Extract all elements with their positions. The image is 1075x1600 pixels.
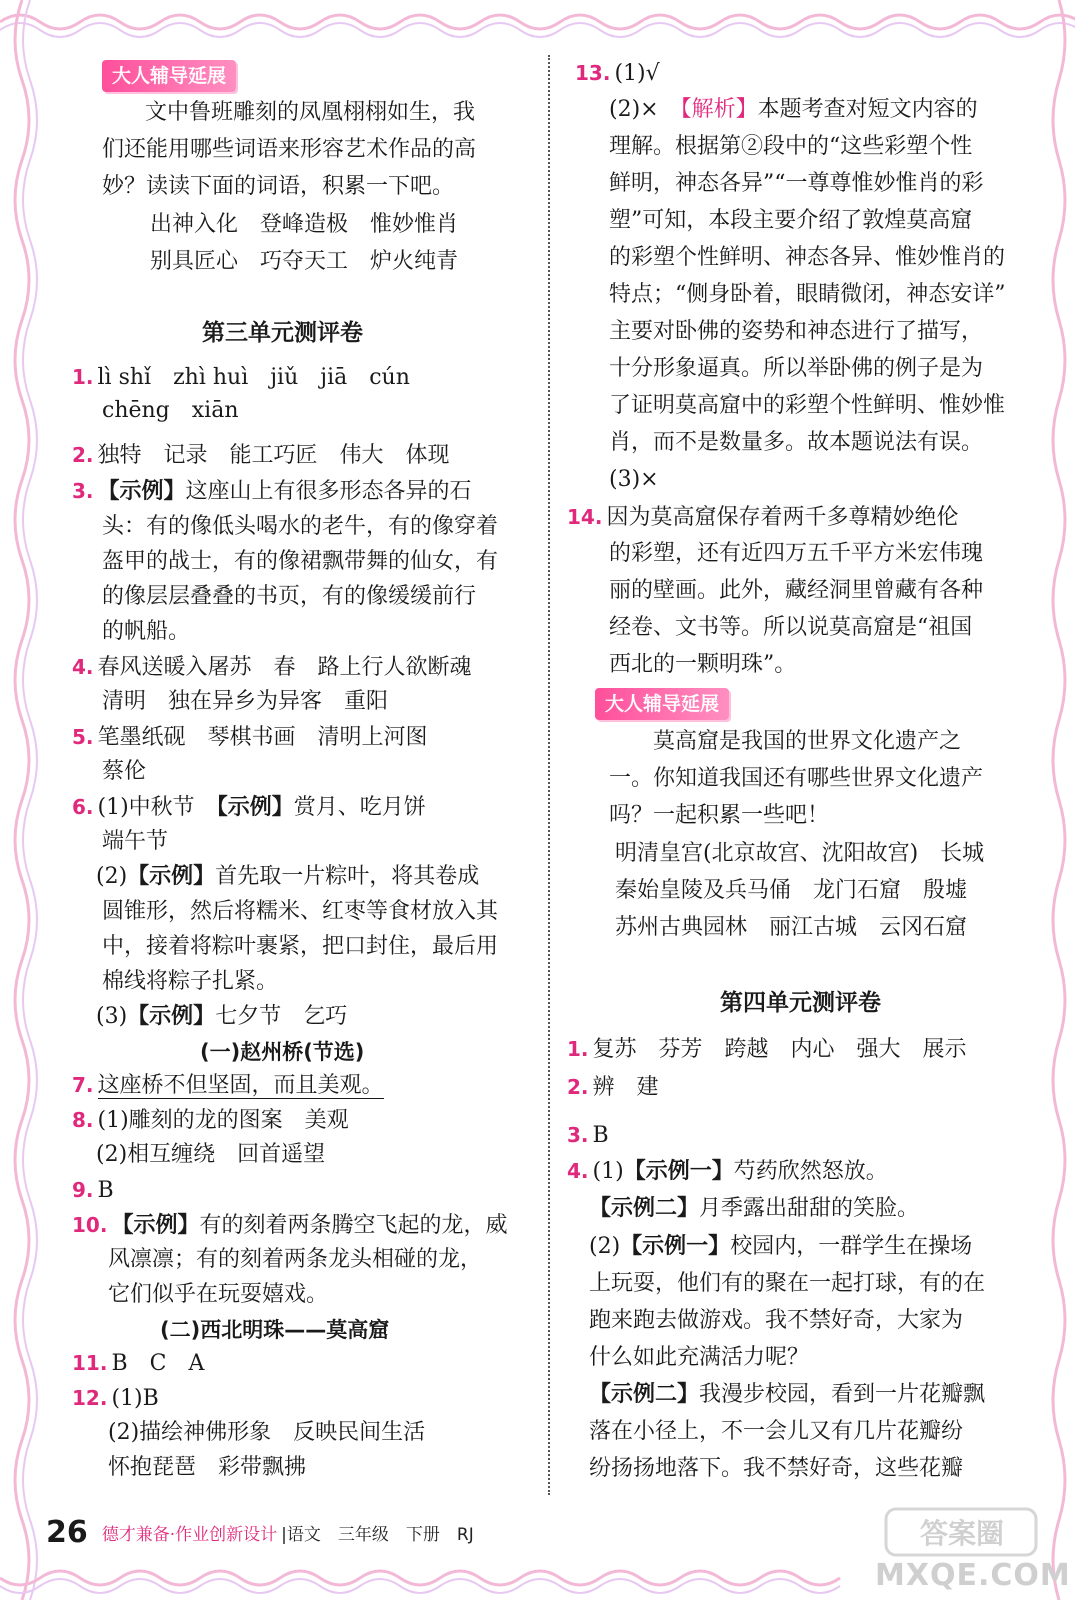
q2-line bbox=[72, 440, 450, 471]
q13-part1: (1)√ bbox=[614, 61, 660, 86]
u4q4-example2b-line bbox=[589, 1380, 985, 1410]
passage1-title: (一)赵州桥(节选) bbox=[200, 1040, 365, 1064]
u4q1-line bbox=[567, 1034, 967, 1065]
q6-part2-line bbox=[96, 862, 479, 892]
q6-text-line: 端午节 bbox=[102, 829, 169, 854]
q4-number: 4. bbox=[72, 655, 94, 679]
watermark-site-text: MXQE.COM bbox=[875, 1558, 1071, 1593]
q14-text-line: 西北的一颗明珠”。 bbox=[609, 652, 797, 677]
q10-text: 有的刻着两条腾空飞起的龙，威 bbox=[199, 1213, 508, 1238]
q10-number: 10. bbox=[72, 1213, 108, 1237]
q9-line bbox=[72, 1175, 114, 1206]
u4q4-text-line: 落在小径上，不一会儿又有几片花瓣纷 bbox=[589, 1419, 964, 1444]
right-border-decoration bbox=[1047, 0, 1075, 1600]
q6-text-line: 圆锥形，然后将糯米、红枣等食材放入其 bbox=[102, 899, 499, 924]
ext-text-line: 一。你知道我国还有哪些世界文化遗产 bbox=[609, 766, 984, 791]
u4q4-text-line: 纷扬扬地落下。我不禁好奇，这些花瓣 bbox=[589, 1456, 964, 1481]
q1-pinyin-line2: chēng xiān bbox=[102, 398, 239, 423]
u4q2-line bbox=[567, 1072, 659, 1103]
u4q2-number: 2. bbox=[567, 1075, 589, 1099]
q13-text-line: 的彩塑个性鲜明、神态各异、惟妙惟肖的 bbox=[609, 245, 1006, 270]
q3-text: 这座山上有很多形态各异的石 bbox=[185, 479, 472, 504]
analysis-tag: 【解析】 bbox=[680, 97, 758, 122]
q13-line bbox=[575, 58, 660, 89]
u4q4-part2-answer: 校园内，一群学生在操场 bbox=[730, 1234, 973, 1259]
q6-part3: (3) bbox=[96, 1004, 128, 1029]
u4q3-answer: B bbox=[592, 1123, 609, 1148]
q13-text-line: 鲜明，神态各异”“一尊尊惟妙惟肖的彩 bbox=[609, 171, 984, 196]
adult-guidance-badge: 大人辅导延展 bbox=[102, 60, 236, 92]
q3-number: 3. bbox=[72, 479, 94, 503]
q3-text-line: 盔甲的战士，有的像裙飘带舞的仙女，有 bbox=[102, 549, 499, 574]
q8-line bbox=[72, 1105, 349, 1136]
q9-number: 9. bbox=[72, 1178, 94, 1202]
q13-text-line: 特点；“侧身卧着，眼睛微闭，神态安详” bbox=[609, 282, 1006, 307]
q4-text-line: 清明 独在异乡为异客 重阳 bbox=[102, 689, 389, 714]
page-footer bbox=[46, 1512, 474, 1552]
q1-number: 1. bbox=[72, 365, 94, 389]
q5-text-line: 蔡伦 bbox=[102, 759, 147, 784]
q7-number: 7. bbox=[72, 1073, 94, 1097]
q6-part3-answer: 七夕节 乞巧 bbox=[215, 1004, 348, 1029]
u4q4-number: 4. bbox=[567, 1159, 589, 1183]
watermark-top-text: 答案圈 bbox=[919, 1517, 1005, 1550]
heritage-row: 苏州古典园林 丽江古城 云冈石窟 bbox=[615, 915, 968, 940]
q10-line bbox=[72, 1210, 507, 1241]
q14-number: 14. bbox=[567, 505, 603, 529]
q13-text-line: 主要对卧佛的姿势和神态进行了描写， bbox=[609, 319, 984, 344]
q8-text-line: (2)相互缠绕 回首遥望 bbox=[96, 1142, 326, 1167]
passage2-title: (二)西北明珠——莫高窟 bbox=[160, 1318, 390, 1342]
u4q1-number: 1. bbox=[567, 1037, 589, 1061]
q13-part2-line bbox=[609, 95, 978, 125]
q12-text-line: (2)描绘神佛形象 反映民间生活 bbox=[108, 1420, 426, 1445]
q7-answer: 这座桥不但坚固，而且美观。 bbox=[97, 1073, 384, 1098]
u4q3-line bbox=[567, 1120, 609, 1151]
q12-line bbox=[72, 1383, 159, 1414]
example-tag: 【示例】 bbox=[97, 479, 186, 504]
u4q1-answer: 复苏 芬芳 跨越 内心 强大 展示 bbox=[592, 1037, 967, 1062]
adult-guidance-badge: 大人辅导延展 bbox=[595, 688, 729, 720]
q4-line bbox=[72, 652, 472, 683]
ext-text-line: 妙？读读下面的词语，积累一下吧。 bbox=[102, 174, 455, 199]
q9-answer: B bbox=[97, 1178, 114, 1203]
unit4-title: 第四单元测评卷 bbox=[720, 990, 881, 1016]
q12-text-line: 怀抱琵琶 彩带飘拂 bbox=[108, 1455, 307, 1480]
example-tag: 【示例】 bbox=[127, 1004, 216, 1029]
q3-text-line: 的像层层叠叠的书页，有的像缓缓前行 bbox=[102, 584, 477, 609]
q6-part2-answer: 首先取一片粽叶，将其卷成 bbox=[215, 864, 480, 889]
q4-text: 春风送暖入屠苏 春 路上行人欲断魂 bbox=[97, 655, 472, 680]
u4q4-text-line: 跑来跑去做游戏。我不禁好奇，大家为 bbox=[589, 1308, 964, 1333]
q5-line bbox=[72, 722, 428, 753]
example-tag: 【示例】 bbox=[127, 864, 216, 889]
unit3-title: 第三单元测评卷 bbox=[202, 320, 363, 346]
u4q2-answer: 辨 建 bbox=[592, 1075, 659, 1100]
q6-text-line: 中，接着将粽叶裹紧，把口封住，最后用 bbox=[102, 934, 499, 959]
q6-part1: (1)中秋节 bbox=[97, 795, 217, 820]
idiom-row: 别具匠心 巧夺天工 炉火纯青 bbox=[150, 249, 459, 274]
q14-text-line: 经卷、文书等。所以说莫高窟是“祖国 bbox=[609, 615, 973, 640]
q6-line bbox=[72, 792, 426, 823]
q6-part1-answer: 赏月、吃月饼 bbox=[293, 795, 426, 820]
q13-text-line: 十分形象逼真。所以举卧佛的例子是为 bbox=[609, 356, 984, 381]
u4q4-text-line: 什么如此充满活力呢？ bbox=[589, 1345, 810, 1370]
ext-text-line: 们还能用哪些词语来形容艺术作品的高 bbox=[102, 137, 477, 162]
q5-text: 笔墨纸砚 琴棋书画 清明上河图 bbox=[97, 725, 428, 750]
column-divider bbox=[548, 55, 550, 1495]
q13-part2: (2)× bbox=[609, 97, 681, 122]
q1-pinyin: lì shǐ zhì huì jiǔ jiā cún bbox=[97, 365, 410, 390]
q6-part3-line bbox=[96, 1002, 347, 1032]
heritage-row: 秦始皇陵及兵马俑 龙门石窟 殷墟 bbox=[615, 878, 968, 903]
book-info: |语文 三年级 下册 RJ bbox=[281, 1524, 474, 1545]
q14-text-line: 丽的壁画。此外，藏经洞里曾藏有各种 bbox=[609, 578, 984, 603]
u4q4-line bbox=[567, 1156, 888, 1187]
example1-tag: 【示例一】 bbox=[623, 1159, 734, 1184]
q2-answer: 独特 记录 能工巧匠 伟大 体现 bbox=[97, 443, 450, 468]
idiom-row: 出神入化 登峰造极 惟妙惟肖 bbox=[150, 212, 459, 237]
u4q4-part2-line bbox=[589, 1232, 972, 1262]
q13-analysis-text: 本题考查对短文内容的 bbox=[757, 97, 978, 122]
example1-tag: 【示例一】 bbox=[620, 1234, 731, 1259]
u4q4-part2: (2) bbox=[589, 1234, 621, 1259]
ext-text-line: 莫高窟是我国的世界文化遗产之 bbox=[653, 729, 962, 754]
q13-number: 13. bbox=[575, 61, 611, 85]
q3-text-line: 的帆船。 bbox=[102, 619, 191, 644]
example-tag: 【示例】 bbox=[111, 1213, 200, 1238]
page-number: 26 bbox=[46, 1514, 88, 1550]
q14-line bbox=[567, 502, 958, 533]
left-border-decoration bbox=[0, 0, 42, 1600]
q6-part2: (2) bbox=[96, 864, 128, 889]
top-border-decoration bbox=[0, 0, 1075, 42]
q11-answer: B C A bbox=[111, 1351, 205, 1376]
q14-text-line: 的彩塑，还有近四万五千平方米宏伟瑰 bbox=[609, 541, 984, 566]
q13-text-line: 肖，而不是数量多。故本题说法有误。 bbox=[609, 430, 984, 455]
u4q4-part1-answer: 芍药欣然怒放。 bbox=[733, 1159, 888, 1184]
q6-number: 6. bbox=[72, 795, 94, 819]
u4q4-part1: (1) bbox=[592, 1159, 624, 1184]
q3-text-line: 头：有的像低头喝水的老牛，有的像穿着 bbox=[102, 514, 499, 539]
q10-text-line: 它们似乎在玩耍嬉戏。 bbox=[108, 1282, 329, 1307]
q11-line bbox=[72, 1348, 204, 1379]
q13-text-line: 塑”可知，本段主要介绍了敦煌莫高窟 bbox=[609, 208, 973, 233]
book-title: 德才兼备·作业创新设计 bbox=[101, 1524, 278, 1545]
q6-text-line: 棉线将粽子扎紧。 bbox=[102, 969, 279, 994]
q13-text-line: 了证明莫高窟中的彩塑个性鲜明、惟妙惟 bbox=[609, 393, 1006, 418]
u4q4-example2-answer: 月季露出甜甜的笑脸。 bbox=[699, 1196, 920, 1221]
example-tag: 【示例】 bbox=[216, 795, 294, 820]
u4q4-example2-line bbox=[589, 1194, 919, 1224]
heritage-row: 明清皇宫(北京故宫、沈阳故宫) 长城 bbox=[615, 841, 985, 866]
q7-line bbox=[72, 1070, 384, 1101]
ext-text-line: 文中鲁班雕刻的凤凰栩栩如生，我 bbox=[145, 100, 476, 125]
ext-text-line: 吗？一起积累一些吧！ bbox=[609, 803, 830, 828]
q1-line bbox=[72, 362, 410, 393]
q2-number: 2. bbox=[72, 443, 94, 467]
example2-tag: 【示例二】 bbox=[589, 1382, 700, 1407]
q12-text: (1)B bbox=[111, 1386, 159, 1411]
q13-text-line: 理解。根据第②段中的“这些彩塑个性 bbox=[609, 134, 973, 159]
u4q4-example2b-text: 我漫步校园，看到一片花瓣飘 bbox=[699, 1382, 986, 1407]
q5-number: 5. bbox=[72, 725, 94, 749]
q14-text: 因为莫高窟保存着两千多尊精妙绝伦 bbox=[606, 505, 959, 530]
q11-number: 11. bbox=[72, 1351, 108, 1375]
q8-number: 8. bbox=[72, 1108, 94, 1132]
example2-tag: 【示例二】 bbox=[589, 1196, 700, 1221]
q3-line bbox=[72, 476, 472, 507]
q13-part3: (3)× bbox=[609, 467, 659, 492]
q10-text-line: 风凛凛；有的刻着两条龙头相碰的龙， bbox=[108, 1247, 483, 1272]
q8-text: (1)雕刻的龙的图案 美观 bbox=[97, 1108, 349, 1133]
q12-number: 12. bbox=[72, 1386, 108, 1410]
u4q4-text-line: 上玩耍，他们有的聚在一起打球，有的在 bbox=[589, 1271, 986, 1296]
u4q3-number: 3. bbox=[567, 1123, 589, 1147]
